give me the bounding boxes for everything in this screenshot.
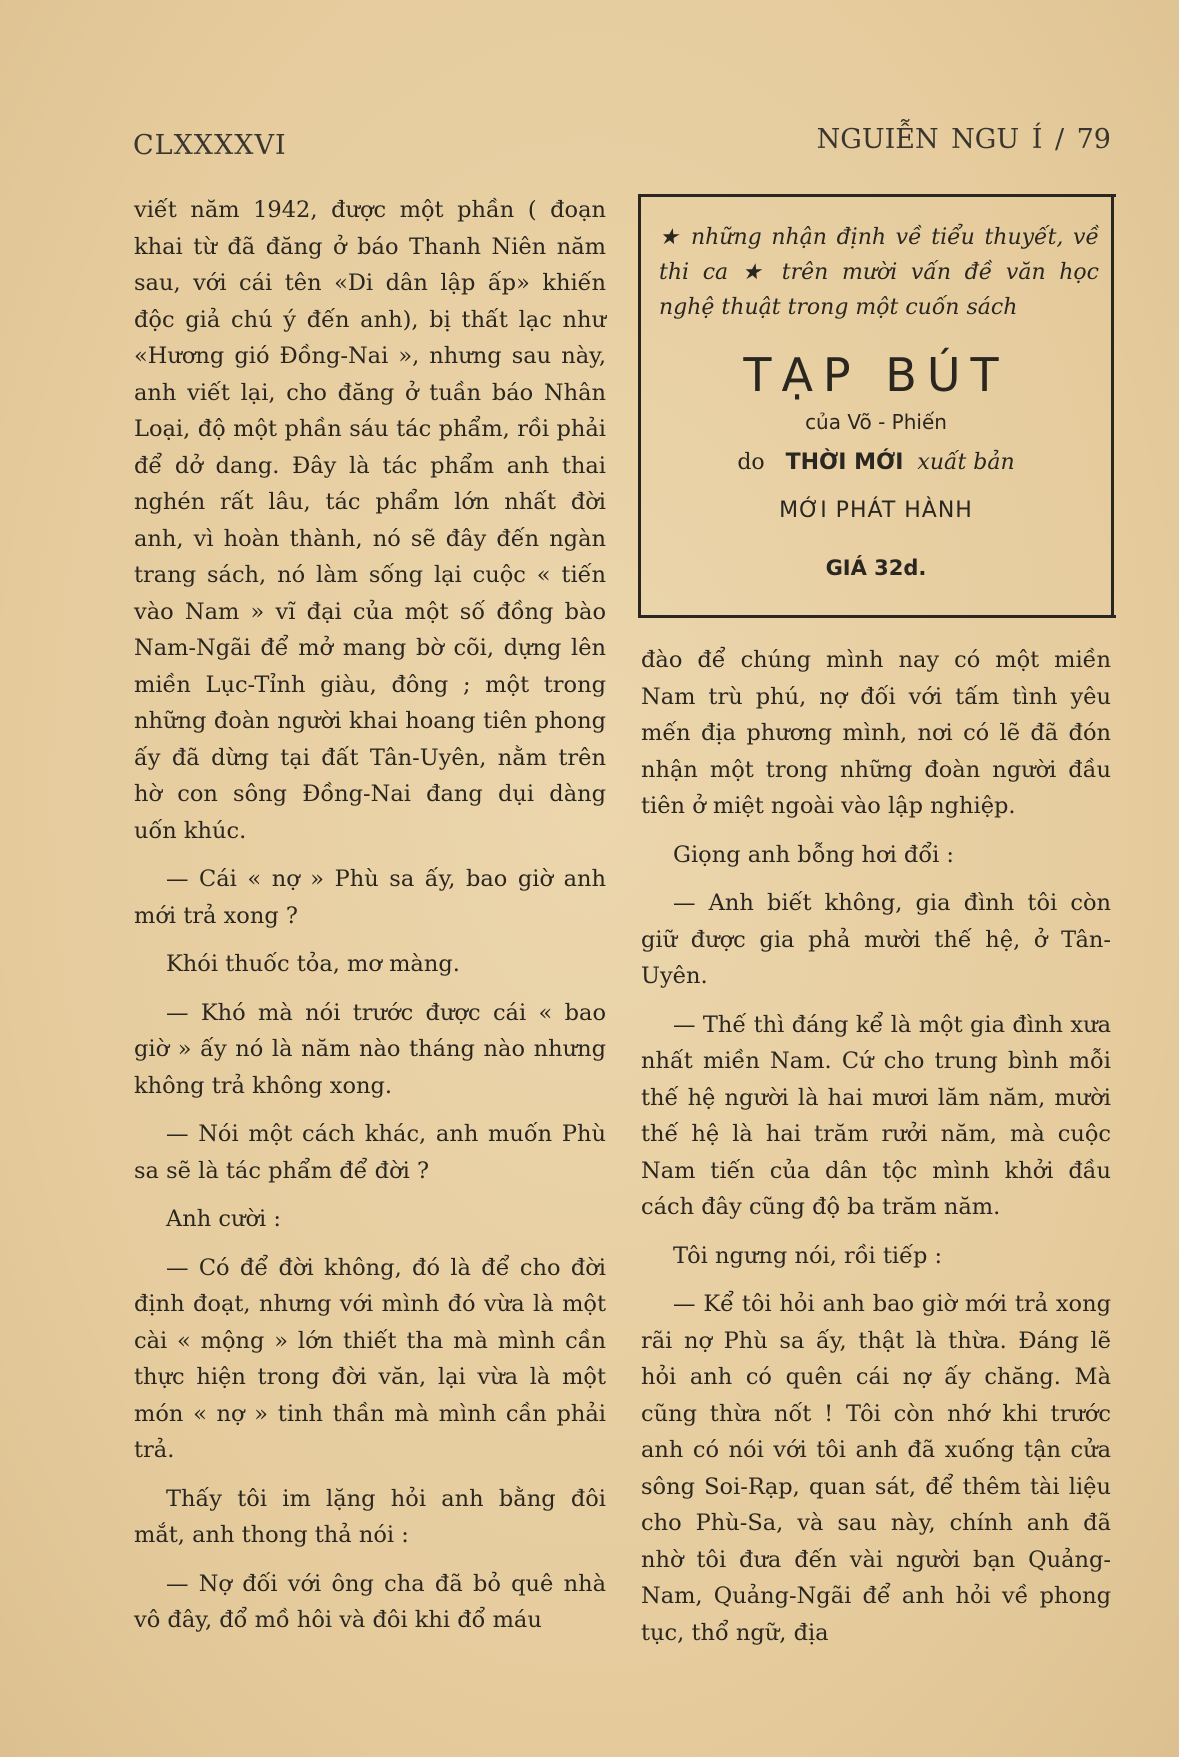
ad-intro-text: ★ những nhận định về tiểu thuyết, về thi ca ★ trên mười vấn đề văn học nghệ thuật trong một cuốn sách bbox=[659, 225, 1099, 320]
ad-price: GIÁ 32d. bbox=[825, 556, 927, 580]
ad-publisher-prefix: do bbox=[737, 450, 765, 475]
paragraph-7: — Có để đời không, đó là để cho đời định đoạt, nhưng với mình đó vừa là một cài « mộng » lớn thiết tha mà mình cần thực hiện trong đời văn, lại vừa là một món « nợ » tinh thần mà mình cần phải trả. bbox=[134, 1254, 606, 1463]
paragraph-5: — Nói một cách khác, anh muốn Phù sa sẽ là tác phẩm để đời ? bbox=[134, 1121, 606, 1184]
ad-bottom-border bbox=[638, 615, 1116, 618]
paragraph-9: — Nợ đối với ông cha đã bỏ quê nhà vô đây, đổ mồ hôi và đôi khi đổ máu bbox=[134, 1570, 606, 1633]
paragraph-1: viết năm 1942, được một phần ( đoạn khai từ đã đăng ở báo Thanh Niên năm sau, với cái tên «Di dân lập ấp» khiến độc giả chú ý đến anh), bị thất lạc như «Hương gió Đồng-Nai », nhưng sau này, anh viết lại, cho đăng ở tuần báo Nhân Loại, độ một phần sáu tác phẩm, rồi phải để dở dang. Đây là tác phẩm anh thai nghén rất lâu, tác phẩm lớn nhất đời anh, vì hoàn thành, nó sẽ đây đến ngàn trang sách, nó làm sống lại cuộc « tiến vào Nam » vĩ đại của một số đồng bào Nam-Ngãi để mở mang bờ cõi, dựng lên miền Lục-Tỉnh giàu, đông ; một trong những đoàn người khai hoang tiên phong ấy đã dừng tại đất Tân-Uyên, nằm trên hờ con sông Đồng-Nai đang dụi dàng uốn khúc. bbox=[134, 197, 606, 844]
ad-release-status: MỚI PHÁT HÀNH bbox=[779, 498, 973, 523]
paragraph-11: Giọng anh bỗng hơi đổi : bbox=[673, 841, 955, 868]
paragraph-14: Tôi ngưng nói, rồi tiếp : bbox=[673, 1242, 943, 1269]
paragraph-2: — Cái « nợ » Phù sa ấy, bao giờ anh mới trả xong ? bbox=[134, 866, 606, 929]
book-advertisement bbox=[638, 196, 1114, 616]
ad-book-title: TẠP BÚT bbox=[743, 348, 1009, 402]
ad-author: của Võ - Phiến bbox=[805, 410, 947, 434]
paragraph-10: đào để chúng mình nay có một miền Nam trù phú, nợ đối với tấm tình yêu mến địa phương mình, nơi có lẽ đã đón nhận một trong những đoàn người đầu tiên ở miệt ngoài vào lập nghiệp. bbox=[641, 647, 1111, 819]
paragraph-8: Thấy tôi im lặng hỏi anh bằng đôi mắt, anh thong thả nói : bbox=[134, 1485, 606, 1548]
paragraph-4: — Khó mà nói trước được cái « bao giờ » ấy nó là năm nào tháng nào nhưng không trả không xong. bbox=[134, 999, 606, 1099]
ad-publisher-suffix: xuất bản bbox=[917, 450, 1015, 475]
paragraph-15: — Kể tôi hỏi anh bao giờ mới trả xong rãi nợ Phù sa ấy, thật là thừa. Đáng lẽ hỏi anh có quên cái nợ ấy chăng. Mà cũng thừa nốt ! Tôi còn nhớ khi trước anh có nói với tôi anh đã xuống tận cửa sông Soi-Rạp, quan sát, để thêm tài liệu cho Phù-Sa, và sau này, chính anh đã nhờ tôi đưa đến vài người bạn Quảng-Nam, Quảng-Ngãi để anh hỏi về phong tục, thổ ngữ, địa bbox=[641, 1291, 1111, 1646]
page-header-title-number: NGUIỄN NGU Í / 79 bbox=[816, 124, 1111, 155]
ad-top-border bbox=[638, 194, 1116, 197]
ad-publisher-name: THỜI MỚI bbox=[785, 450, 904, 475]
right-column bbox=[641, 642, 1111, 1663]
left-column bbox=[134, 192, 606, 1651]
paragraph-3: Khói thuốc tỏa, mơ màng. bbox=[166, 951, 460, 977]
paragraph-13: — Thế thì đáng kể là một gia đình xưa nhất miền Nam. Cứ cho trung bình mỗi thế hệ người là hai mươi lăm năm, mười thế hệ là hai trăm rưởi năm, mà cuộc Nam tiến của dân tộc mình khởi đầu cách đây cũng độ ba trăm năm. bbox=[641, 1011, 1111, 1220]
page-header-section: CLXXXXVI bbox=[133, 130, 287, 161]
ad-publisher-line bbox=[641, 450, 1111, 475]
paragraph-12: — Anh biết không, gia đình tôi còn giữ được gia phả mười thế hệ, ở Tân-Uyên. bbox=[641, 890, 1111, 989]
paragraph-6: Anh cười : bbox=[166, 1206, 281, 1232]
